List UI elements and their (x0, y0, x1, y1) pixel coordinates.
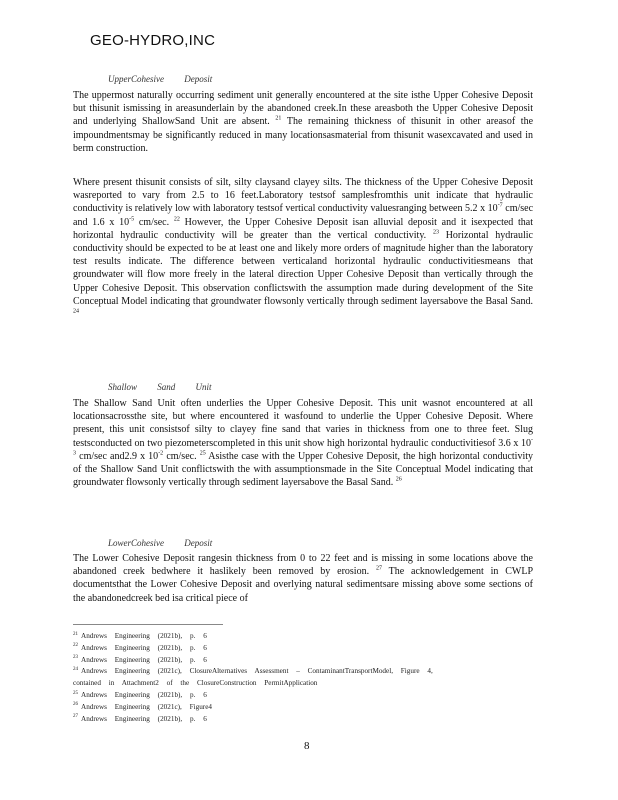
footnote-ref[interactable]: 26 (395, 476, 402, 483)
page-number: 8 (304, 740, 310, 752)
footnote-item (73, 666, 533, 678)
section-title-upper-cohesive: UpperCohesive Deposit (108, 74, 213, 84)
exponent: -5 (129, 216, 135, 223)
paragraph-text: The remaining thickness of thisunit in other areasof the impoundmentsmay be significantly reduced in many locationsasmaterial from thisunit wasexcavated and used in berm construction. (73, 116, 534, 154)
footnote-number: 21 (73, 631, 78, 637)
footnote-text: Andrews Engineering (2021b), p. 6 (81, 643, 207, 652)
unit-text: cm/sec. (166, 450, 197, 462)
paragraph-upper-cohesive-intro (73, 89, 533, 155)
footnote-text: Andrews Engineering (2021b), p. 6 (81, 714, 207, 723)
exponent: -7 (497, 203, 503, 210)
footnote-number: 27 (73, 714, 78, 720)
footnote-text: Andrews Engineering (2021b), p. 6 (81, 655, 207, 664)
footnote-ref[interactable]: 21 (275, 116, 282, 123)
footnote-item (73, 714, 533, 726)
paragraph-text: The acknowledgement in CWLP documentsthat the Lower Cohesive Deposit and overlying natural sedimentsare missing above some sections of the abandonedcreek bed isa critical piece of (73, 566, 534, 604)
footnote-text: Andrews Engineering (2021b), p. 6 (81, 632, 207, 640)
footnote-ref[interactable]: 25 (199, 450, 206, 457)
paragraph-text: However, the Upper Cohesive Deposit isan alluvial deposit and it isexpected that horizontal hydraulic conductivity will be greater than the vertical conductivity. (73, 216, 534, 241)
paragraph-text: The Shallow Sand Unit often underlies the Upper Cohesive Deposit. This unit wasnot encountered at all locationsacrossthe site, but where encountered it wasfound to underlie the Upper Cohesive Deposit. Where present, this unit consistsof silty to clayey fine sand that varies in thickness from one to three feet. Slug testsconducted on two piezometerscompleted in this unit show high horizontal hydraulic conductivitiesof (73, 398, 533, 449)
footnote-ref[interactable]: 22 (173, 216, 180, 223)
footnote-item (73, 643, 533, 655)
exponent: -2 (158, 450, 164, 457)
paragraph-text: The Lower Cohesive Deposit rangesin thickness from 0 to 22 feet and is missing in some locations above the abandoned creek bedwhere it haslikely been removed by erosion. (73, 553, 533, 578)
footnote-ref[interactable]: 23 (432, 229, 439, 236)
conductivity-value: cm/sec and 1.6 x 10 (73, 203, 534, 228)
unit-text: cm/sec. (138, 216, 170, 228)
footnote-number: 25 (73, 690, 78, 696)
footnote-number: 26 (73, 702, 78, 708)
footnote-ref[interactable]: 27 (375, 565, 382, 572)
conductivity-value: 5.2 x 10 (465, 203, 498, 215)
paragraph-text: Horizontal hydraulic conductivity should be expected to be at least one and likely more orders of magnitude higher than the laboratory test results indicate. The difference between verticaland horizontal hydraulic conductivitiesmeans that groundwater will flow more freely in the lateral direction Upper Cohesive Deposit than vertically through the Upper Cohesive Deposit. This observation conflictswith the assumption made during development of the Site Conceptual Model indicating that groundwater flowsonly vertically through sediment layersabove the Basal Sand. (73, 229, 533, 307)
conductivity-value: 3.6 x 10 (498, 437, 532, 449)
footnote-text: Andrews Engineering (2021b), p. 6 (81, 690, 207, 699)
footnote-ref[interactable]: 24 (73, 308, 79, 315)
footnote-text: Andrews Engineering (2021c), ClosureAlternatives Assessment – ContaminantTransportModel, Figure 4, (81, 667, 433, 676)
footnote-text: Andrews Engineering (2021c), Figure4 (81, 702, 212, 711)
footnote-number: 22 (73, 643, 78, 649)
footnote-divider (73, 624, 223, 625)
footnote-continuation: contained in Attachment2 of the ClosureConstruction PermitApplication (73, 679, 318, 688)
footnotes (73, 631, 533, 725)
company-header: GEO-HYDRO,INC (90, 32, 216, 49)
paragraph-text: The uppermost naturally occurring sediment unit generally encountered at the site isthe Upper Cohesive Deposit but thisunit ismissing in areasunderlain by the abandoned creek.In these areasboth the Upper Cohesive Deposit and underlying ShallowSand Unit are absent. (73, 90, 533, 128)
paragraph-text: Asisthe case with the Upper Cohesive Deposit, the high horizontal conductivity of the Shallow Sand Unit conflictswith the with assumptionsmade in the Site Conceptual Model indicating that groundwater flowsonly vertically through sediment layersabove the Basal Sand. (73, 450, 534, 489)
footnote-item (73, 702, 533, 714)
conductivity-value: cm/sec and2.9 x 10 (79, 450, 159, 462)
footnote-item (73, 631, 533, 643)
footnote-item (73, 655, 533, 667)
paragraph-lower-cohesive (73, 552, 533, 605)
paragraph-shallow-sand (73, 397, 533, 489)
section-title-shallow-sand: Shallow Sand Unit (108, 382, 212, 392)
paragraph-upper-cohesive-detail (73, 176, 533, 321)
section-title-lower-cohesive: LowerCohesive Deposit (108, 538, 213, 548)
exponent: -3 (73, 437, 534, 457)
footnote-number: 23 (73, 655, 78, 661)
footnote-item (73, 690, 533, 702)
paragraph-text: Where present thisunit consists of silt, silty claysand clayey silts. The thickness of the Upper Cohesive Deposit wasreported to vary from 2.5 to 16 feet.Laboratory testsof samplesfromthis unit indicate that hydraulic conductivity is relatively low with laboratory testsof vertical conductivity valuesranging between (73, 177, 533, 215)
footnote-number: 24 (73, 667, 78, 672)
